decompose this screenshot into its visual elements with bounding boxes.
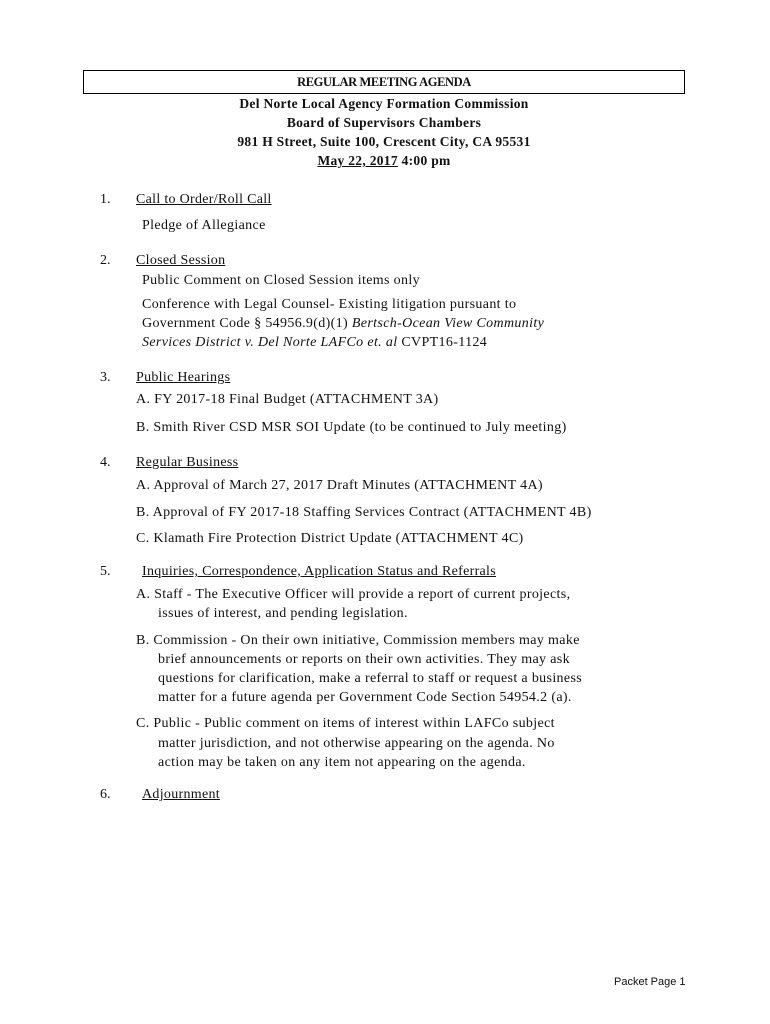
item-title: Regular Business	[136, 455, 239, 470]
item-line: Pledge of Allegiance	[142, 218, 266, 233]
item-line: Conference with Legal Counsel- Existing litigation pursuant to	[142, 297, 517, 312]
item-line: matter for a future agenda per Government Code Section 54954.2 (a).	[158, 690, 572, 705]
item-title: Adjournment	[142, 787, 220, 802]
meeting-address: 981 H Street, Suite 100, Crescent City, CA 95531	[237, 134, 531, 149]
item-line: A. FY 2017-18 Final Budget (ATTACHMENT 3A)	[136, 392, 439, 407]
item-line: A. Approval of March 27, 2017 Draft Minutes (ATTACHMENT 4A)	[136, 478, 543, 493]
item-line: action may be taken on any item not appearing on the agenda.	[158, 755, 526, 770]
item-number: 2.	[100, 253, 111, 268]
item-title: Inquiries, Correspondence, Application Status and Referrals	[142, 564, 497, 579]
case-name-cont: Services District v. Del Norte LAFCo et. al	[142, 335, 398, 350]
item-line: Public Comment on Closed Session items only	[142, 273, 420, 288]
meeting-datetime	[83, 153, 685, 169]
meeting-location: Board of Supervisors Chambers	[286, 115, 482, 130]
item-number: 3.	[100, 370, 111, 385]
item-line: B. Commission - On their own initiative, Commission members may make	[136, 633, 580, 648]
item-line: issues of interest, and pending legislation.	[158, 606, 408, 621]
item-line	[142, 335, 487, 351]
item-number: 6.	[100, 787, 111, 802]
item-line: A. Staff - The Executive Officer will provide a report of current projects,	[136, 587, 571, 602]
item-title: Public Hearings	[136, 370, 231, 385]
meeting-time: 4:00 pm	[397, 153, 451, 168]
item-line: C. Public - Public comment on items of interest within LAFCo subject	[136, 716, 555, 731]
org-name: Del Norte Local Agency Formation Commission	[239, 96, 529, 111]
page-footer: Packet Page 1	[614, 976, 686, 988]
item-number: 1.	[100, 192, 111, 207]
case-number: CVPT16-1124	[397, 335, 488, 350]
item-number: 5.	[100, 564, 111, 579]
item-line	[142, 316, 544, 332]
item-line: matter jurisdiction, and not otherwise appearing on the agenda. No	[158, 736, 555, 751]
item-title: Closed Session	[136, 253, 226, 268]
item-title: Call to Order/Roll Call	[136, 192, 272, 207]
item-line: brief announcements or reports on their own activities. They may ask	[158, 652, 570, 667]
meeting-date: May 22, 2017	[317, 153, 398, 168]
code-ref: Government Code § 54956.9(d)(1)	[142, 316, 352, 331]
item-number: 4.	[100, 455, 111, 470]
item-line: B. Smith River CSD MSR SOI Update (to be continued to July meeting)	[136, 420, 567, 435]
item-line: B. Approval of FY 2017-18 Staffing Services Contract (ATTACHMENT 4B)	[136, 505, 592, 520]
case-name: Bertsch-Ocean View Community	[351, 316, 545, 331]
item-line: questions for clarification, make a referral to staff or request a business	[158, 671, 583, 686]
agenda-title: REGULAR MEETING AGENDA	[297, 75, 471, 89]
item-line: C. Klamath Fire Protection District Update (ATTACHMENT 4C)	[136, 531, 524, 546]
